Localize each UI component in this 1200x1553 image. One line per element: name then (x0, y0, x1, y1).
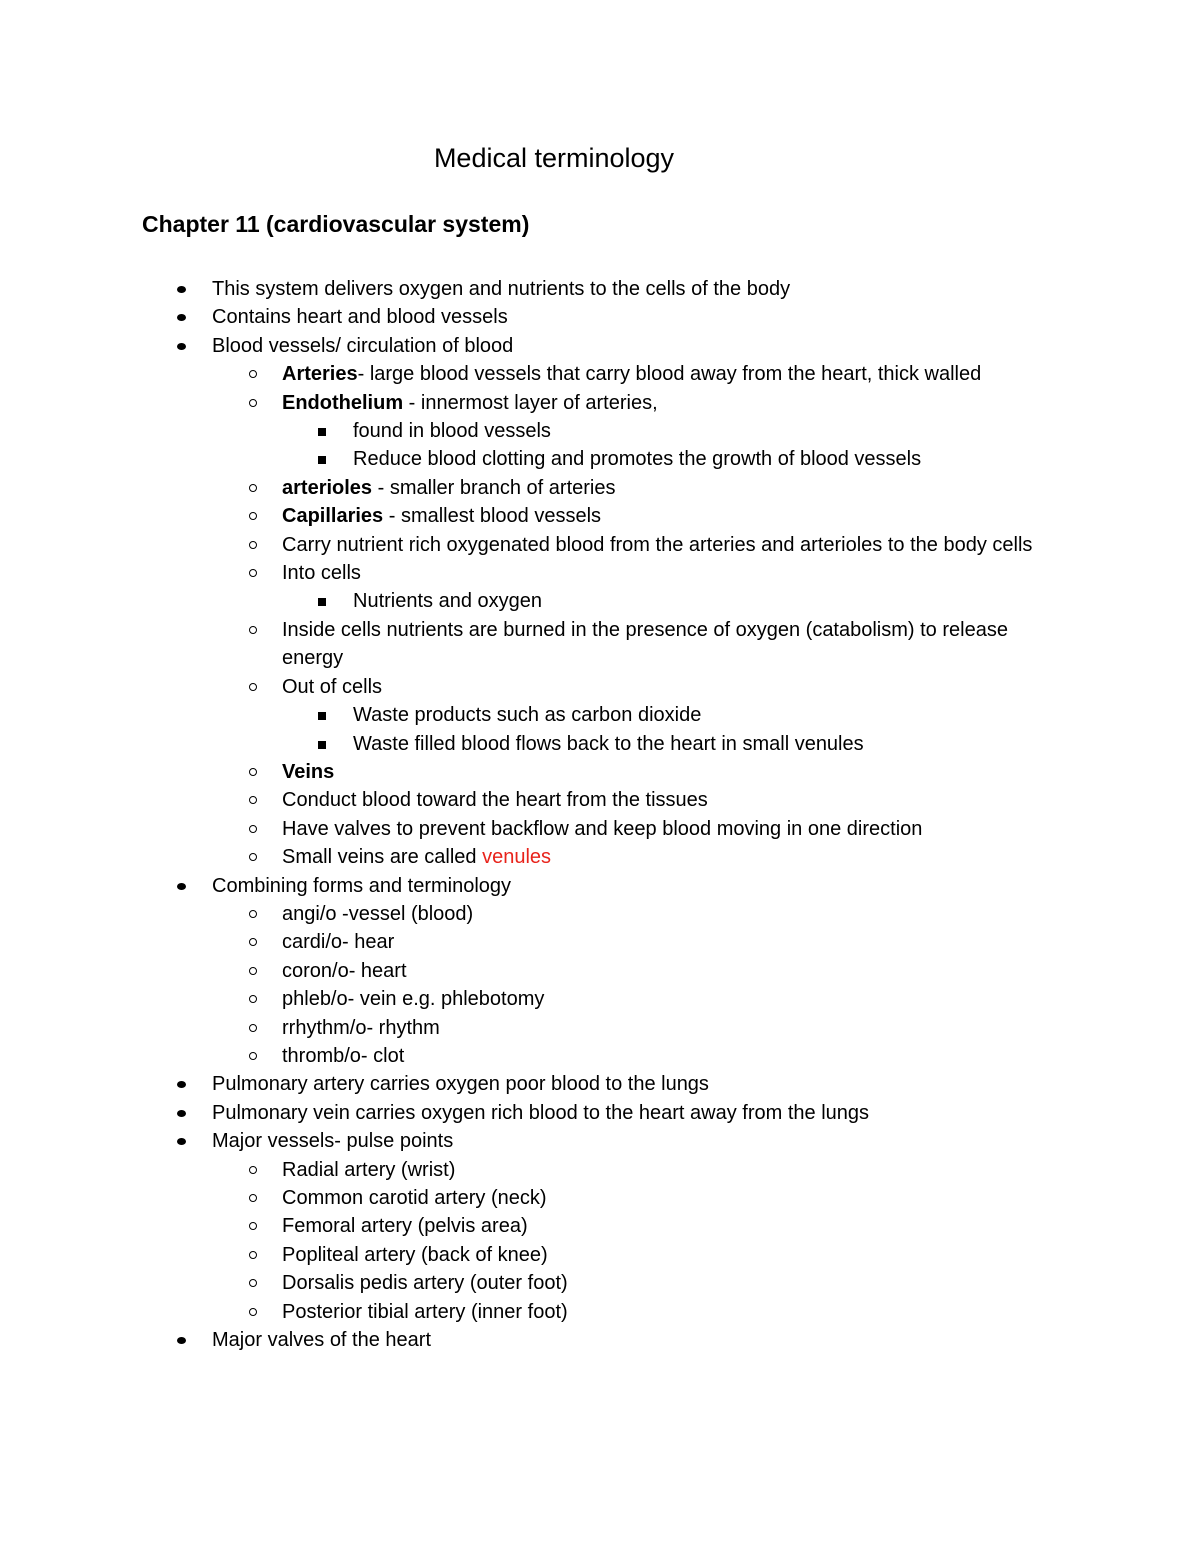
list-item (0, 1326, 1200, 1354)
item-text: - smallest blood vessels (383, 505, 602, 528)
item-text: Dorsalis pedis artery (outer foot) (282, 1272, 568, 1295)
filled-circle-bullet-icon (177, 883, 186, 890)
list-item (0, 758, 1200, 786)
hollow-circle-bullet-icon (249, 399, 257, 407)
list-item (0, 1269, 1200, 1297)
item-text: Small veins are called (282, 846, 483, 869)
list-item (0, 1042, 1200, 1070)
hollow-circle-bullet-icon (249, 1279, 257, 1287)
list-item (0, 587, 1200, 615)
hollow-circle-bullet-icon (249, 626, 257, 634)
item-text: rrhythm/o- rhythm (282, 1016, 440, 1039)
filled-circle-bullet-icon (177, 343, 186, 350)
list-item (0, 1127, 1200, 1155)
item-text: cardi/o- hear (282, 931, 395, 954)
term-label: arterioles (282, 476, 373, 499)
item-text: Out of cells (282, 675, 383, 698)
hollow-circle-bullet-icon (249, 1222, 257, 1230)
list-item (0, 1156, 1200, 1184)
hollow-circle-bullet-icon (249, 910, 257, 918)
item-text: Contains heart and blood vessels (212, 306, 508, 329)
item-text: Into cells (282, 562, 361, 585)
list-item (0, 445, 1200, 473)
hollow-circle-bullet-icon (249, 1052, 257, 1060)
item-text: Radial artery (wrist) (282, 1158, 456, 1181)
filled-square-bullet-icon (318, 456, 326, 464)
filled-square-bullet-icon (318, 712, 326, 720)
filled-square-bullet-icon (318, 598, 326, 606)
hollow-circle-bullet-icon (249, 1024, 257, 1032)
item-text: Pulmonary artery carries oxygen poor blood to the lungs (212, 1073, 709, 1096)
item-text: Have valves to prevent backflow and keep blood moving in one direction (282, 817, 923, 840)
list-item (0, 786, 1200, 814)
item-text: Blood vessels/ circulation of blood (212, 334, 514, 357)
list-item (0, 1298, 1200, 1326)
item-text: angi/o -vessel (blood) (282, 902, 474, 925)
hollow-circle-bullet-icon (249, 1194, 257, 1202)
hollow-circle-bullet-icon (249, 1166, 257, 1174)
filled-circle-bullet-icon (177, 314, 186, 321)
item-text: - innermost layer of arteries, (403, 391, 658, 414)
item-text: coron/o- heart (282, 959, 407, 982)
term-label: Veins (282, 760, 335, 783)
list-item (0, 417, 1200, 445)
list-item (0, 389, 1200, 417)
term-label: Endothelium (282, 391, 404, 414)
item-text: Common carotid artery (neck) (282, 1187, 547, 1209)
item-text: Combining forms and terminology (212, 874, 512, 897)
hollow-circle-bullet-icon (249, 938, 257, 946)
chapter-heading: Chapter 11 (cardiovascular system) (142, 211, 530, 237)
filled-circle-bullet-icon (177, 1138, 186, 1145)
list-item (0, 815, 1200, 843)
list-item (0, 1070, 1200, 1098)
hollow-circle-bullet-icon (249, 995, 257, 1003)
list-item (0, 957, 1200, 985)
list-item (0, 900, 1200, 928)
list-item (0, 474, 1200, 502)
page-title: Medical terminology (433, 143, 675, 173)
item-text: Popliteal artery (back of knee) (282, 1243, 548, 1266)
list-item (0, 616, 1200, 673)
list-item (0, 701, 1200, 729)
filled-circle-bullet-icon (177, 286, 186, 293)
notes-list (0, 275, 1200, 1354)
hollow-circle-bullet-icon (249, 569, 257, 577)
list-item (0, 1212, 1200, 1240)
item-text: Carry nutrient rich oxygenated blood from the arteries and arterioles to the body cells (282, 533, 1033, 556)
list-item (0, 531, 1200, 559)
item-text: found in blood vessels (353, 420, 551, 443)
hollow-circle-bullet-icon (249, 370, 257, 378)
list-item (0, 928, 1200, 956)
hollow-circle-bullet-icon (249, 825, 257, 833)
filled-circle-bullet-icon (177, 1337, 186, 1344)
list-item (0, 332, 1200, 360)
list-item (0, 1014, 1200, 1042)
item-text: Reduce blood clotting and promotes the growth of blood vessels (353, 448, 922, 471)
list-item (0, 985, 1200, 1013)
item-text: This system delivers oxygen and nutrients to the cells of the body (212, 278, 791, 300)
item-text: Nutrients and oxygen (353, 590, 543, 613)
filled-square-bullet-icon (318, 741, 326, 749)
list-item (0, 360, 1200, 388)
list-item (0, 1184, 1200, 1212)
item-text: Waste products such as carbon dioxide (353, 704, 702, 727)
list-item (0, 1241, 1200, 1269)
filled-square-bullet-icon (318, 428, 326, 436)
filled-circle-bullet-icon (177, 1110, 186, 1117)
item-text: Pulmonary vein carries oxygen rich blood to the heart away from the lungs (212, 1101, 870, 1124)
list-item (0, 502, 1200, 530)
list-item (0, 275, 1200, 303)
list-item (0, 1099, 1200, 1127)
item-text: - smaller branch of arteries (372, 476, 616, 499)
item-text: Major valves of the heart (212, 1329, 431, 1352)
item-text: thromb/o- clot (282, 1044, 405, 1067)
hollow-circle-bullet-icon (249, 768, 257, 776)
hollow-circle-bullet-icon (249, 1251, 257, 1259)
hollow-circle-bullet-icon (249, 484, 257, 492)
hollow-circle-bullet-icon (249, 541, 257, 549)
item-text: Inside cells nutrients are burned in the presence of oxygen (catabolism) to release energy (282, 618, 1008, 670)
hollow-circle-bullet-icon (249, 1308, 257, 1316)
list-item (0, 303, 1200, 331)
list-item (0, 872, 1200, 900)
item-text: - large blood vessels that carry blood away from the heart, thick walled (357, 363, 982, 386)
hollow-circle-bullet-icon (249, 683, 257, 691)
term-label: Capillaries (282, 505, 384, 528)
list-item (0, 673, 1200, 701)
item-text: phleb/o- vein e.g. phlebotomy (282, 988, 545, 1011)
list-item (0, 559, 1200, 587)
hollow-circle-bullet-icon (249, 967, 257, 975)
filled-circle-bullet-icon (177, 1081, 186, 1088)
item-text: Waste filled blood flows back to the heart in small venules (353, 732, 864, 755)
item-text: Posterior tibial artery (inner foot) (282, 1300, 568, 1323)
list-item (0, 730, 1200, 758)
term-label: Arteries (282, 363, 358, 386)
item-text: Femoral artery (pelvis area) (282, 1215, 528, 1238)
highlighted-term: venules (482, 846, 552, 869)
hollow-circle-bullet-icon (249, 796, 257, 804)
hollow-circle-bullet-icon (249, 853, 257, 861)
item-text: Major vessels- pulse points (212, 1130, 454, 1153)
list-item (0, 843, 1200, 871)
item-text: Conduct blood toward the heart from the tissues (282, 789, 708, 812)
hollow-circle-bullet-icon (249, 512, 257, 520)
